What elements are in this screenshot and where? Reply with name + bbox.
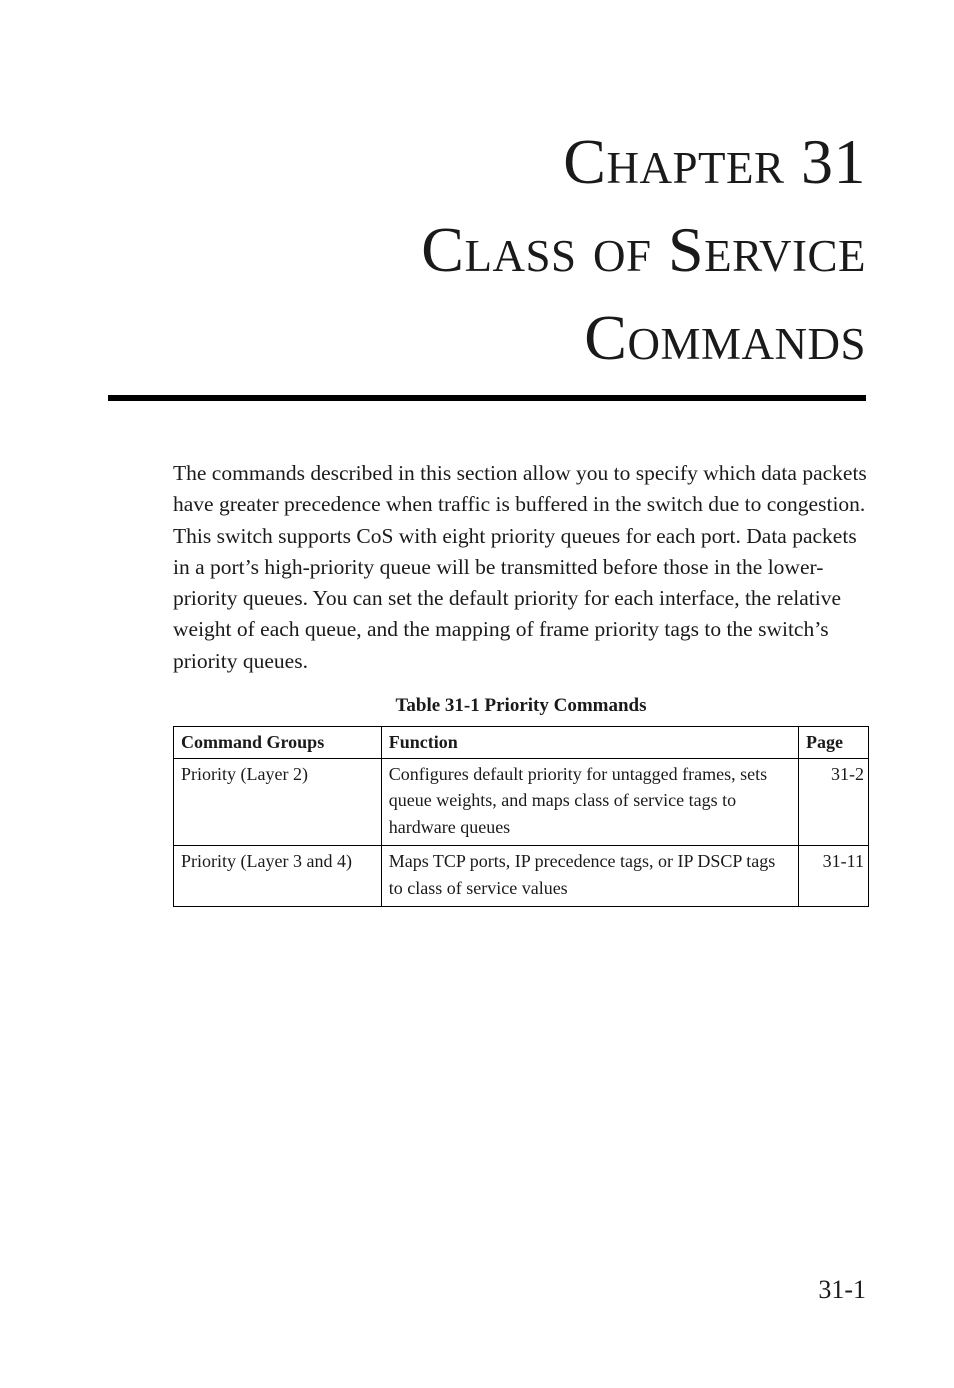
command-group-cell: Priority (Layer 2) xyxy=(174,758,382,846)
page-number: 31-1 xyxy=(818,1275,866,1304)
chapter-heading xyxy=(421,118,866,382)
table-row xyxy=(174,758,869,846)
function-cell: Configures default priority for untagged frames, sets queue weights, and maps class of service tags to hardware queues xyxy=(381,758,798,846)
priority-commands-table xyxy=(173,726,869,907)
chapter-title-line-1: Class of Service xyxy=(421,214,866,285)
page-cell: 31-11 xyxy=(799,846,869,907)
page-cell: 31-2 xyxy=(799,758,869,846)
function-cell: Maps TCP ports, IP precedence tags, or IP DSCP tags to class of service values xyxy=(381,846,798,907)
table-row xyxy=(174,846,869,907)
table-header-row xyxy=(174,727,869,759)
chapter-divider xyxy=(108,395,866,401)
header-command-groups: Command Groups xyxy=(174,727,382,759)
header-page: Page xyxy=(799,727,869,759)
header-function: Function xyxy=(381,727,798,759)
table-caption: Table 31-1 Priority Commands xyxy=(395,695,647,716)
chapter-title-line-2: Commands xyxy=(584,302,866,373)
chapter-number: Chapter 31 xyxy=(563,126,866,197)
intro-paragraph: The commands described in this section allow you to specify which data packets have greater precedence when traffic is buffered in the switch due to congestion. This switch supports CoS with eight priority queues for each port. Data packets in a port’s high-priority queue will be transmitted before those in the lower-priority queues. You can set the default priority for each interface, the relative weight of each queue, and the mapping of frame priority tags to the switch’s priority queues. xyxy=(173,461,867,673)
command-group-cell: Priority (Layer 3 and 4) xyxy=(174,846,382,907)
